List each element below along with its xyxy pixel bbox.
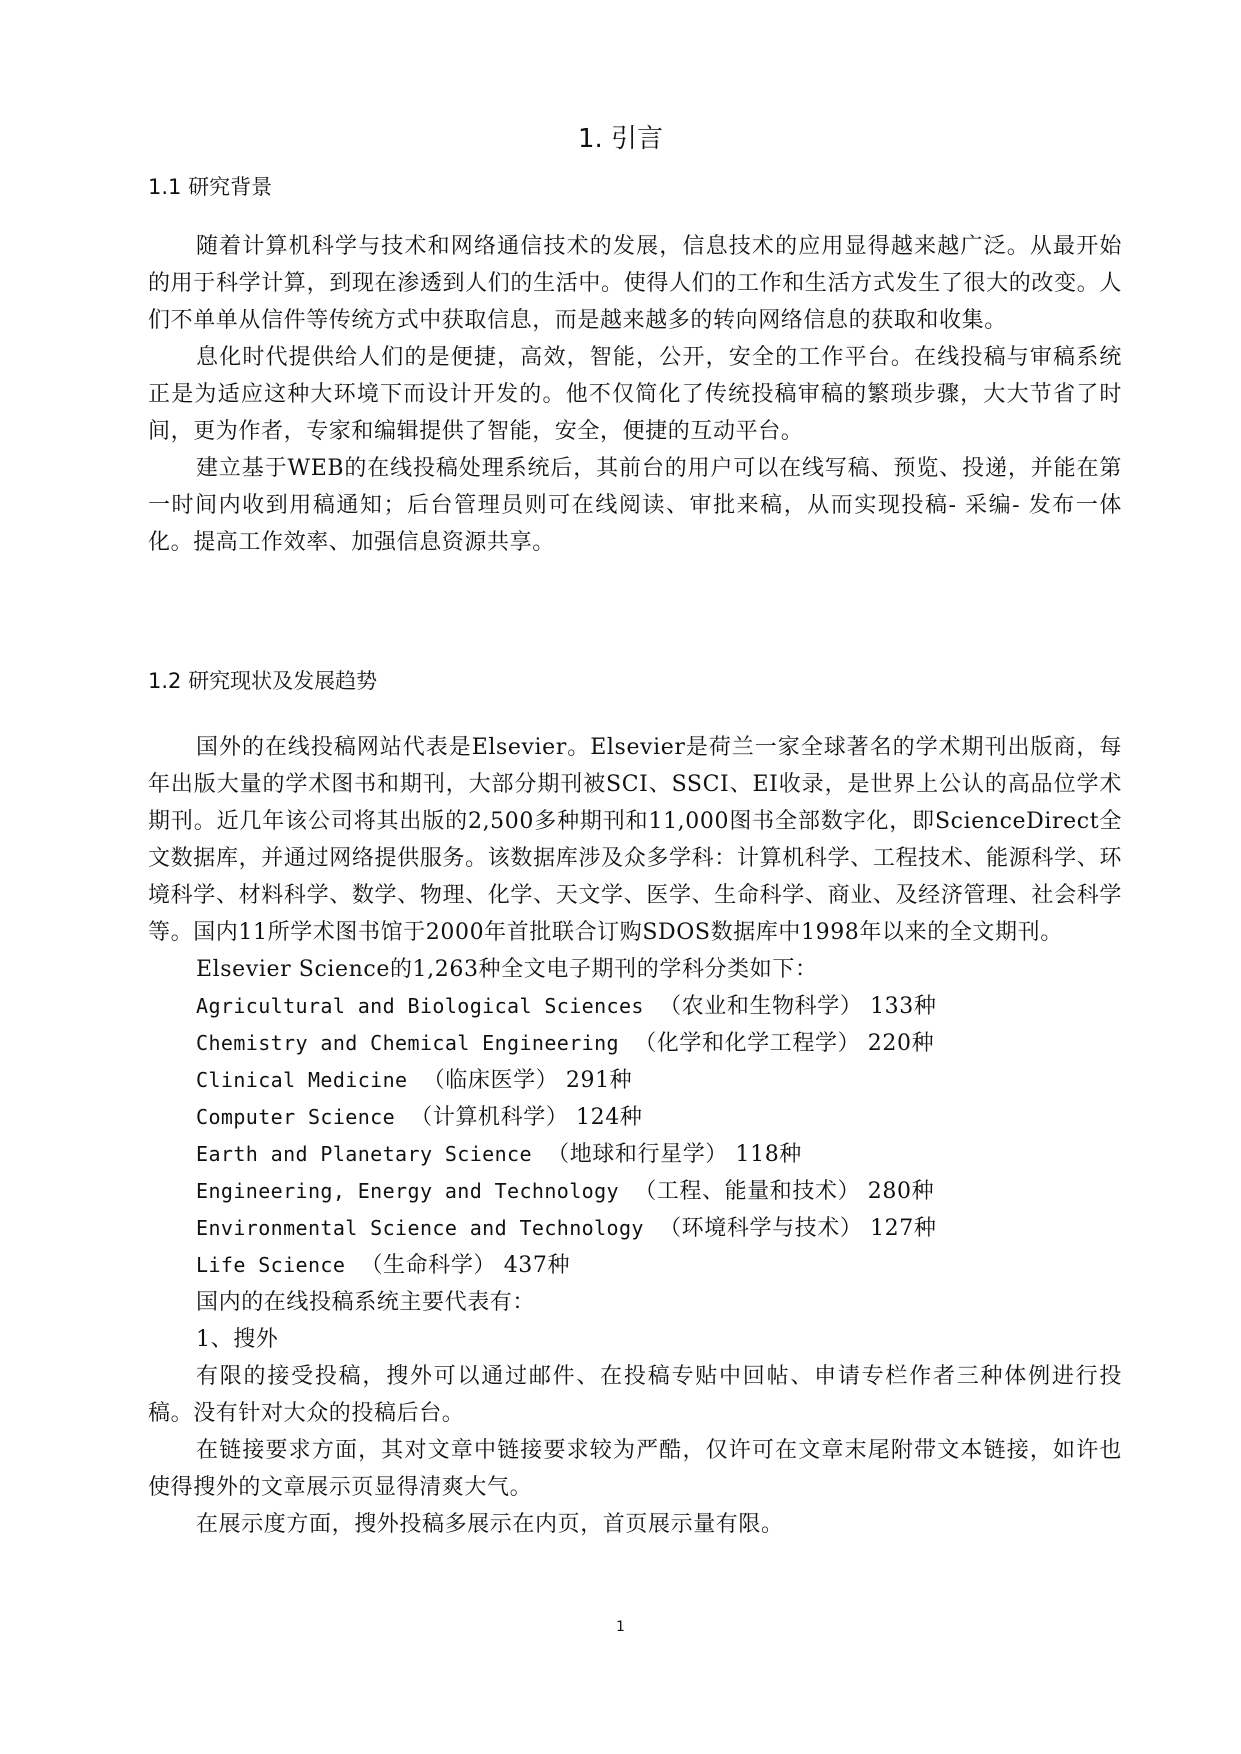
category-en: Chemistry and Chemical Engineering (196, 1031, 619, 1055)
page-number: 1 (616, 1619, 625, 1635)
category-zh: （计算机科学） (410, 1105, 569, 1130)
category-count: 220种 (867, 1031, 935, 1056)
list-intro: Elsevier Science的1,263种全文电子期刊的学科分类如下： (196, 957, 818, 982)
section-1-2-body (148, 729, 1122, 1543)
category-zh: （化学和化学工程学） (634, 1031, 861, 1056)
category-en: Computer Science (196, 1105, 396, 1129)
list-item (148, 1025, 1122, 1062)
paragraph: 息化时代提供给人们的是便捷，高效，智能，公开，安全的工作平台。在线投稿与审稿系统正是为适应这种大环境下而设计开发的。他不仅简化了传统投稿审稿的繁琐步骤，大大节省了时间，更为作者，专家和编辑提供了智能，安全，便捷的互动平台。 (148, 345, 1122, 444)
list-item (148, 1099, 1122, 1136)
list-item (148, 1136, 1122, 1173)
paragraph: 随着计算机科学与技术和网络通信技术的发展，信息技术的应用显得越来越广泛。从最开始的用于科学计算，到现在渗透到人们的生活中。使得人们的工作和生活方式发生了很大的改变。人们不单单从信件等传统方式中获取信息，而是越来越多的转向网络信息的获取和收集。 (148, 234, 1122, 333)
list-item (148, 1210, 1122, 1247)
section-heading-1-1: 1.1 研究背景 (148, 175, 273, 199)
category-count: 280种 (867, 1179, 935, 1204)
category-count: 437种 (503, 1253, 571, 1278)
category-zh: （临床医学） (422, 1068, 559, 1093)
category-count: 133种 (870, 994, 937, 1019)
domestic-intro: 国内的在线投稿系统主要代表有： (196, 1290, 536, 1315)
paragraph: 有限的接受投稿，搜外可以通过邮件、在投稿专贴中回帖、申请专栏作者三种体例进行投稿。没有针对大众的投稿后台。 (148, 1364, 1122, 1426)
section-heading-1-2: 1.2 研究现状及发展趋势 (148, 669, 378, 693)
section-1-1-body (148, 228, 1122, 561)
item-title: 1、搜外 (196, 1327, 279, 1352)
category-count: 127种 (870, 1216, 937, 1241)
paragraph: 在链接要求方面，其对文章中链接要求较为严酷，仅许可在文章末尾附带文本链接，如许也使得搜外的文章展示页显得清爽大气。 (148, 1438, 1122, 1500)
category-count: 291种 (565, 1068, 633, 1093)
category-zh: （生命科学） (360, 1253, 497, 1278)
category-en: Life Science (196, 1253, 346, 1277)
paragraph: 国外的在线投稿网站代表是Elsevier。Elsevier是荷兰一家全球著名的学术期刊出版商，每年出版大量的学术图书和期刊，大部分期刊被SCI、SSCI、EI收录，是世界上公认的高品位学术期刊。近几年该公司将其出版的2,500多种期刊和11,000图书全部数字化，即ScienceDirect全文数据库，并通过网络提供服务。该数据库涉及众多学科：计算机科学、工程技术、能源科学、环境科学、材料科学、数学、物理、化学、天文学、医学、生命科学、商业、及经济管理、社会科学等。国内11所学术图书馆于2000年首批联合订购SDOS数据库中1998年以来的全文期刊。 (148, 735, 1122, 945)
chapter-title: 1. 引言 (577, 124, 664, 154)
list-item (148, 1247, 1122, 1284)
category-en: Agricultural and Biological Sciences (196, 994, 644, 1018)
category-zh: （工程、能量和技术） (634, 1179, 861, 1204)
category-en: Clinical Medicine (196, 1068, 408, 1092)
list-item (148, 988, 1122, 1025)
category-count: 124种 (576, 1105, 643, 1130)
category-en: Earth and Planetary Science (196, 1142, 532, 1166)
category-zh: （地球和行星学） (547, 1142, 728, 1167)
category-en: Engineering, Energy and Technology (196, 1179, 619, 1203)
list-item (148, 1173, 1122, 1210)
category-en: Environmental Science and Technology (196, 1216, 644, 1240)
category-zh: （农业和生物科学） (659, 994, 863, 1019)
category-zh: （环境科学与技术） (659, 1216, 863, 1241)
list-item (148, 1062, 1122, 1099)
category-count: 118种 (735, 1142, 802, 1167)
paragraph: 建立基于WEB的在线投稿处理系统后，其前台的用户可以在线写稿、预览、投递，并能在第一时间内收到用稿通知；后台管理员则可在线阅读、审批来稿，从而实现投稿- 采编- 发布一体化。提高工作效率、加强信息资源共享。 (148, 456, 1122, 555)
paragraph: 在展示度方面，搜外投稿多展示在内页，首页展示量有限。 (196, 1512, 784, 1537)
